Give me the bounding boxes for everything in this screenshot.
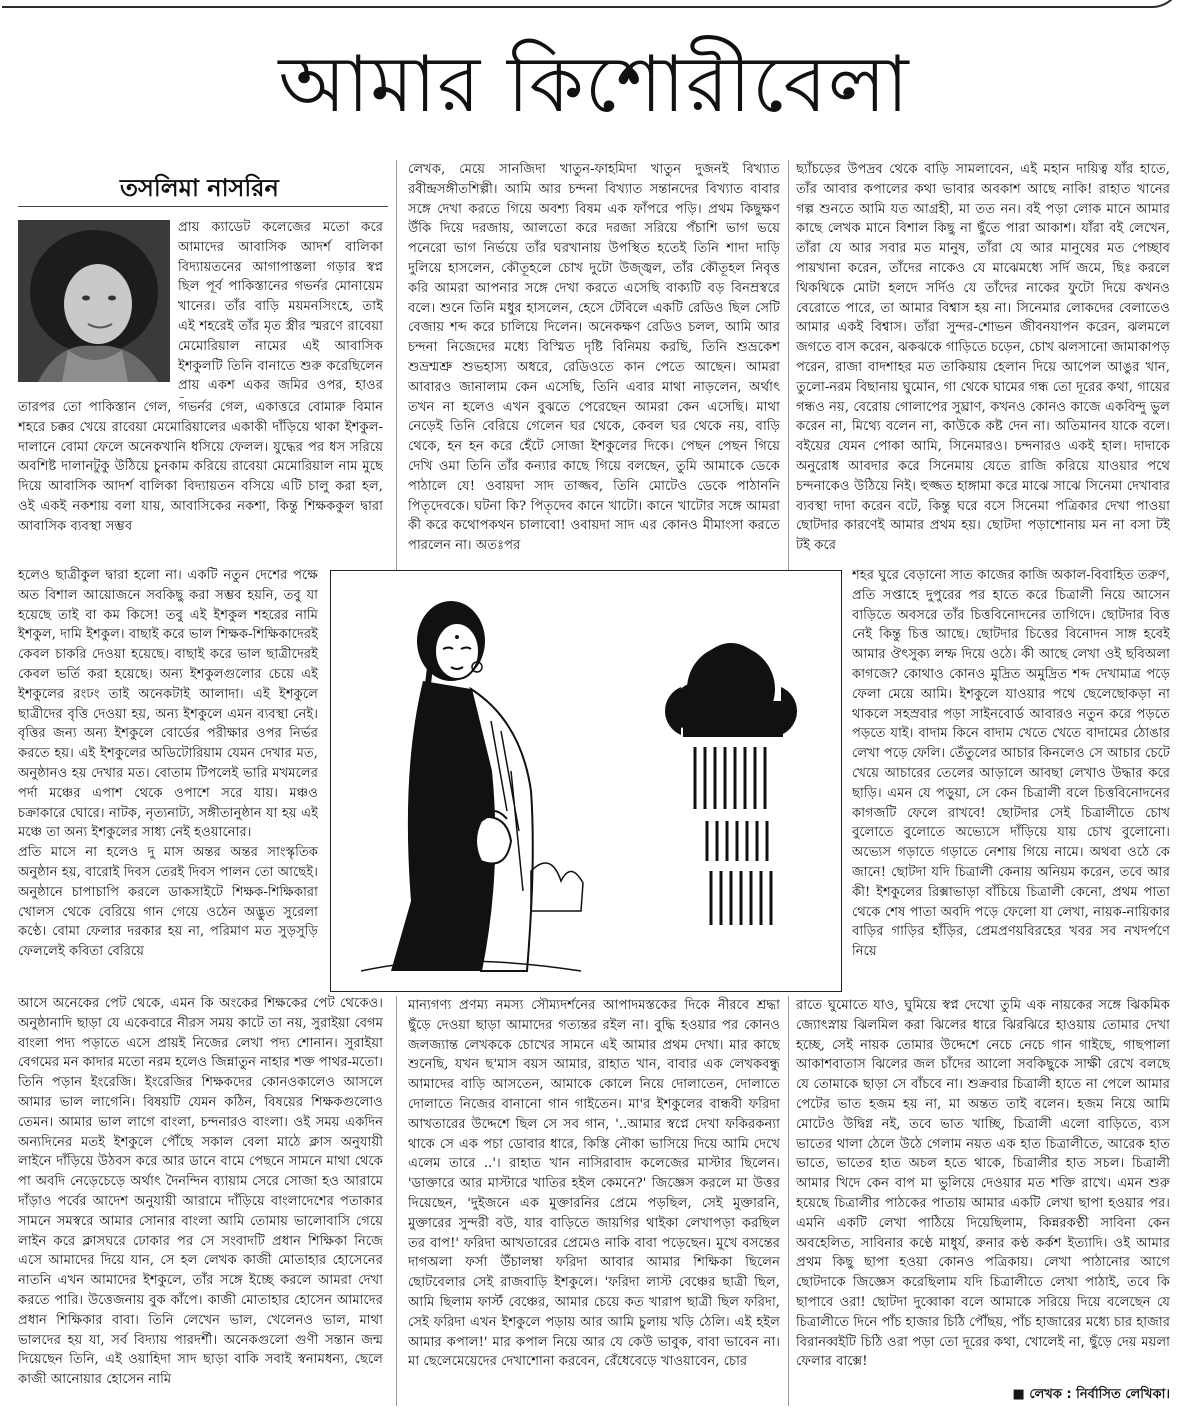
- author-photo: [18, 220, 170, 382]
- column-rule: [788, 996, 789, 1406]
- col1-bottom: [18, 994, 383, 1406]
- author-note: ■ লেখক : নির্বাসিত লেখিকা।: [1012, 1387, 1170, 1402]
- paragraph: মান্যগণ্য প্রণম্য নমস্য সৌম্যদর্শনের আপাদমস্তকের দিকে নীরবে শ্রদ্ধা ছুঁড়ে দেওয়া ছাড়া আমাদের গত্যন্তর রইল না। বুদ্ধি হওয়ার পর কোনও জলজ্যান্ত লেখককে চোখের সামনে এই আমার প্রথম দেখা। মার কাছে শুনেছি, যখন ছ'মাস বয়স আমার, রাহাত খান, বাবার এক লেখকবন্ধু আমাদের বাড়ি আসতেন, আমাকে কোলে নিয়ে দোলাতেন, দোলাতে দোলাতে নিজের বানানো গান গাইতেন। মা'র ইশকুলের বান্ধবী ফরিদা আখতারের উদ্দেশে ছিল সে সব গান, '..আমার স্বপ্নে দেখা ফকিরকন্যা থাকে সে এক পচা ডোবার ধারে, কিস্তি নৌকা ভাসিয়ে দিয়ে আমি দেখে এলেম তারে ..'। রাহাত খান নাসিরাবাদ কলেজের মাস্টার ছিলেন। 'ডাক্তারে আর মাস্টারে খাতির হইল কেমনে?' জিজ্ঞেস করলে মা উত্তর দিয়েছেন, 'দুইজনে এক মুক্তারনির প্রেমে পড়ছিল, সেই মুক্তারনি, মুক্তারের সুন্দরী বউ, যার বাড়িতে জায়গির থাইকা লেখাপড়া করছিল তর বাপ!' ফরিদা আখতারের প্রেমেও নাকি বাবা পড়েছেন। মুখে বসন্তের দাগঅলা ফর্সা উঁচালম্বা ফরিদা আবার আমার শিক্ষিকা ছিলেন ছোটবেলার সেই রাজবাড়ি ইশকুলে। 'ফরিদা লাস্ট বেঞ্চের ছাত্রী ছিল, আমি ছিলাম ফার্স্ট বেঞ্চের, আমার চেয়ে কত খারাপ ছাত্রী ছিল ফরিদা, সেই ফরিদা এখন ইশকুলে পড়ায় আর আমি চুলায় খড়ি ঠেলি। এই হইল আমার কপাল!' মার কপাল নিয়ে আর যে কেউ ভাবুক, বাবা ভাবেন না। মা ছেলেমেয়েদের দেখাশোনা করবেন, রেঁধেবেড়ে খাওয়াবেন, চোর: [408, 998, 780, 1370]
- paragraph: রাতে ঘুমোতে যাও, ঘুমিয়ে স্বপ্ন দেখো তুমি এক নায়কের সঙ্গে ঝিকমিক জ্যোৎস্নায় ঝিলমিল করা ঝিলের ধারে ঝিরঝিরে হাওয়ায় তোমার দেখা হচ্ছে, সেই নায়ক তোমার উদ্দেশে নেচে নেচে গান গাইছে, গাছপালা আকাশবাতাস ঝিলের জল চাঁদের আলো সবকিছুকে সাক্ষী রেখে বলছে যে তোমাকে ছাড়া সে বাঁচবে না। শুক্রবার চিত্রালী হাতে না পেলে আমার পেটের ভাত হজম হয় না, মা অন্তত তাই বলেন। হজম নিয়ে আমি মোটেও উদ্বিগ্ন নই, তবে ভাত খাচ্ছি, চিত্রালী এলো বাড়িতে, ব্যস ভাতের থালা ঠেলে উঠে গেলাম নয়ত এক হাত চিত্রালীতে, আরেক হাত ভাতে, ভাতের হাত অচল হতে থাকে, চিত্রালীর হাত সচল। চিত্রালী আমার খিদে কেন বাপ মা ভুলিয়ে দেওয়ার মত শক্তি রাখে। এমন শুরু হয়েছে চিত্রালীর পাঠকের পাতায় আমার একটি লেখা ছাপা হওয়ার পর। এমনি একটি লেখা পাঠিয়ে দিয়েছিলাম, কিন্নরকণ্ঠী সাবিনা কেন অবহেলিত, সাবিনার কণ্ঠে মাধুর্য, রুনার কণ্ঠ কর্কশ ইত্যাদি। ওই আমার প্রথম কিছু ছাপা হওয়া কোনও পত্রিকায়। লেখা পাঠানোর আগে ছোটদাকে জিজ্ঞেস করেছিলাম যদি চিত্রালীতে লেখা পাঠাই, তবে কি ছাপাবে ওরা! ছোটদা দুব্বোকা বলে আমাকে সরিয়ে দিয়ে বলেছেন যে চিত্রালীতে দিনে পাঁচ হাজার চিঠি পৌঁছয়, পাঁচ হাজারের মধ্যে চার হাজার বিরানব্বইটি চিঠি ওরা পড়া তো দূরের কথা, খোলেই না, ছুঁড়ে দেয় ময়লা ফেলার বাক্সে!: [796, 998, 1170, 1370]
- col2-bottom: [408, 996, 780, 1406]
- col3-narrow: [852, 566, 1170, 996]
- column-rule: [788, 160, 789, 570]
- col2-top: [408, 160, 780, 564]
- page-frame: [2, 0, 1182, 8]
- column-rule: [396, 160, 397, 570]
- paragraph: শহর ঘুরে বেড়ানো সাত কাজের কাজি অকাল-বিবাহিত তরুণ, প্রতি সপ্তাহে দুপুরের পর হাতে করে চিত্রালী নিয়ে আসেন বাড়িতে অবসরে তাঁর চিত্তবিনোদনের তাগিদে। ছোটদার বিত্ত নেই কিন্তু চিত্ত আছে। ছোটদার চিত্তের বিনোদন সাঙ্গ হবেই আমার ঔৎসুক্য লম্ফ দিয়ে ওঠে। কী আছে লেখা ওই ছবিঅলা কাগজে? কোথাও কোনও মুদ্রিত অমুদ্রিত শব্দ দেখামাত্র পড়ে ফেলা মেয়ে আমি। ইশকুলে যাওয়ার পথে ছেলেছোকড়া না থাকলে সহস্রবার পড়া সাইনবোর্ড আবারও নতুন করে পড়তে পড়তে যাই। বাদাম কিনে বাদাম খেতে খেতে বাদামের ঠোঙার লেখা পড়ে ফেলি। তেঁতুলের আচার কিনলেও সে আচার চেটে খেয়ে আচারের তেলের আড়ালে আবছা লেখাও উদ্ধার করে ছাড়ি। এমন যে পড়ুয়া, সে কেন চিত্রালী বলে চিত্তবিনোদনের কাগজটি ফেলে রাখবে! ছোটদার সেই চিত্রালীতে চোখ বুলোতে বুলোতে অভ্যেসে দাঁড়িয়ে যায় চোখ বুলোনো। অভ্যেস গড়াতে গড়াতে নেশায় গিয়ে নামে। অথবা ওঠে কে জানে! ছোটদা যদি চিত্রালী কেনায় অনিয়ম করেন, তবে আর কী! ইশকুলের রিক্সাভাড়া বাঁচিয়ে চিত্রালী কেনো, প্রথম পাতা থেকে শেষ পাতা অবদি পড়ে ফেলো যা লেখা, নায়ক-নায়িকার বাড়ির গাড়ির হাঁড়ির, প্রেমপ্রণয়বিরহের খবর সব নখদর্পণে নিয়ে: [852, 568, 1170, 960]
- illustration: [330, 570, 842, 992]
- headline: আমার কিশোরীবেলা: [278, 40, 910, 130]
- column-rule: [396, 996, 397, 1406]
- paragraph: লেখক, মেয়ে সানজিদা খাতুন-ফাহমিদা খাতুন দুজনই বিখ্যাত রবীন্দ্রসঙ্গীতশিল্পী। আমি আর চন্দনা বিখ্যাত সন্তানদের বিখ্যাত বাবার সঙ্গে দেখা করতে গিয়ে অবশ্য বিষম এক ফাঁপরে পড়ি। প্রথম কিছুক্ষণ উঁকি দিয়ে দরজায়, আলতো করে দরজা সরিয়ে পঁচাশি ভাগ ভয়ে পনেরো ভাগ নির্ভয়ে তাঁর ঘরখানায় উপস্থিত হতেই তিনি শাদা দাড়ি দুলিয়ে হাসলেন, কৌতূহলে চোখ দুটো উজ্জ্বল, তাঁর কৌতূহল নিবৃত্ত করি আমরা আপনার সঙ্গে দেখা করতে এসেছি বাক্যটি বড় বিনম্রস্বরে বলে। শুনে তিনি মধুর হাসলেন, হেসে টেবিলে একটি রেডিও ছিল সেটি বেজায় শব্দ করে চালিয়ে দিলেন। অনেকক্ষণ রেডিও চলল, আমি আর চন্দনা নিজেদের মধ্যে বিস্মিত দৃষ্টি বিনিময় করছি, তিনি শুভ্রকেশ শুভ্রশ্মশ্রু শুভহাস্য অধরে, রেডিওতে কান পেতে আছেন। আমরা আবারও জানালাম কেন এসেছি, তিনি এবার মাথা নাড়লেন, অর্থাৎ তখন না হলেও এখন বুঝতে পেরেছেন আমরা কেন এসেছি। মাথা নেড়েই তিনি বেরিয়ে গেলেন ঘর থেকে, কেবল ঘর থেকে নয়, বাড়ি থেকে, হন হন করে হেঁটে সোজা ইশকুলের দিকে। পেছন পেছন গিয়ে দেখি ওমা তিনি তাঁর কন্যার কাছে গিয়ে বলছেন, তুমি আমাকে ডেকে পাঠালে যে! ওবায়দা সাদ তাজ্জব, তিনি মোটেও ডেকে পাঠাননি পিতৃদেবকে। ঘটনা কি? পিতৃদেব কানে খাটো। কানে খাটোর সঙ্গে আমরা কী করে কথোপকথন চালাবো! ওবায়দা সাদ এর কোনও মীমাংসা করতে পারলেন না। অতঃপর: [408, 162, 780, 554]
- byline: তসলিমা নাসরিন: [120, 174, 279, 202]
- rain-lines: [695, 747, 771, 925]
- paragraph: প্রায় ক্যাডেট কলেজের মতো করে আমাদের আবাসিক আদর্শ বালিকা বিদ্যায়তনের আগাপাস্তলা গড়ার স্বপ্ন ছিল পূর্ব পাকিস্তানের গভর্নর মোনায়েম খানের। তাঁর বাড়ি ময়মনসিংহে, তাই এই শহরেই তাঁর মৃত স্ত্রীর স্মরণে রাবেয়া মেমোরিয়াল নামের এই আবাসিক ইশকুলটি তিনি বানাতে শুরু করেছিলেন প্রায় একশ একর জমির ওপর, হাওর: [178, 220, 383, 394]
- col1-beside-photo: [178, 218, 383, 398]
- paragraph: ছ্যাঁচড়ের উপদ্রব থেকে বাড়ি সামলাবেন, এই মহান দায়িত্ব যাঁর হাতে, তাঁর আবার কপালের কথা ভাবার অবকাশ আছে নাকি! রাহাত খানের গল্প শুনতে আমি যত আগ্রহী, মা তত নন। বই পড়া লোক মানে আমার কাছে লেখক মানে বিশাল কিছু না ছুঁতে পারা আকাশ। যাঁরা বই লেখেন, তাঁরা যে আর সবার মত মানুষ, তাঁরা যে আর মানুষের মত পেচ্ছাব পায়খানা করেন, তাঁদের নাকেও যে মাঝেমধ্যে সর্দি জমে, ছিঃ করলে থিকথিকে মোটা হলদে সর্দিও যে তাঁদের নাকের ফুটো দিয়ে কখনও বেরোতে পারে, তা আমার বিশ্বাস হয় না। সিনেমার লোকদের বেলাতেও আমার একই বিশ্বাস। তাঁরা সুন্দর-শোভন জীবনযাপন করেন, ঝলমলে জগতে বাস করেন, ঝকঝকে গাড়িতে চড়েন, চোখ ঝলসানো জামাকাপড় পরেন, রাজা বাদশাহর মত তাকিয়ায় হেলান দিয়ে আপেল আঙুর খান, তুলো-নরম বিছানায় ঘুমোন, গা থেকে ঘামের গন্ধ তো দূরের কথা, গায়ের গন্ধও নয়, বেরোয় গোলাপের সুঘ্রাণ, কখনও কোনও কাজে একবিন্দু ভুল করেন না, মিথ্যে বলেন না, কাউকে কষ্ট দেন না। অতিমানব যাকে বলে। বইয়ের যেমন পোকা আমি, সিনেমারও। চন্দনারও একই হাল। দাদাকে অনুরোধ আবদার করে সিনেমায় যেতে রাজি করিয়ে যাওয়ার পথে চন্দনাকেও উঠিয়ে নিই। হুজ্জত হাঙ্গামা করে মাঝে সাঝে সিনেমা দেখাবার ব্যবস্থা দাদা করেন বটে, কিন্তু ঘরে বসে সিনেমা পত্রিকার দেখা পাওয়া ছোটদার কারণেই আমার প্রথম হয়। ছোটদা পড়াশোনায় মন না বসা টই টই করে: [796, 162, 1170, 554]
- byline-rule: [18, 206, 388, 207]
- paragraph: তারপর তো পাকিস্তান গেল, গভর্নর গেল, একাত্তরে বোমারু বিমান শহরে চক্কর খেয়ে রাবেয়া মেমোরিয়ালের একাকী দাঁড়িয়ে থাকা ইশকুল-দালানে বোমা ফেলে অনেকখানি ধসিয়ে ফেলল। যুদ্ধের পর ধস সরিয়ে অবশিষ্ট দালানটুকু উঠিয়ে চুনকাম করিয়ে রাবেয়া মেমোরিয়াল নাম মুছে দিয়ে আবাসিক আদর্শ বালিকা বিদ্যায়তন বসিয়ে এটি চালু করা হল, ওই একই নকশায় বলা যায়, আবাসিকের নকশা, কিন্তু শিক্ষককুল দ্বারা আবাসিক ব্যবস্থা সম্ভব: [18, 400, 383, 534]
- illustration-drawing: [331, 571, 841, 991]
- paragraph: হলেও ছাত্রীকুল দ্বারা হলো না। একটি নতুন দেশের পক্ষে অত বিশাল আয়োজনে সবকিছু করা সম্ভব হয়নি, তবু যা হয়েছে তাই বা কম কিসে! তবু এই ইশকুল শহরের নামি ইশকুল, দামি ইশকুল। বাছাই করে ভাল শিক্ষক-শিক্ষিকাদেরই কেবল চাকরি দেওয়া হয়েছে। বাছাই করে ভাল ছাত্রীদেরই কেবল ভর্তি করা হয়েছে। অন্য ইশকুলগুলোর চেয়ে এই ইশকুলের রংঢং তাই অনেকটাই আলাদা। এই ইশকুলে ছাত্রীদের বৃত্তি দেওয়া হয়, অন্য ইশকুলে এমন ব্যবস্থা নেই। বৃত্তির জন্য অন্য ইশকুলে বোর্ডের পরীক্ষার ওপর নির্ভর করতে হয়। এই ইশকুলের অডিটোরিয়াম যেমন দেখার মত, অনুষ্ঠানও হয় দেখার মত। বোতাম টিপলেই ভারি মখমলের পর্দা মঞ্চের এপাশ থেকে ওপাশে সরে যায়। মঞ্চও চক্রাকারে ঘোরে। নাটক, নৃত্যনাট্য, সঙ্গীতানুষ্ঠান যা হয় এই মঞ্চে তা অন্য ইশকুলের সাধ্য নেই হওয়ানোর।: [18, 568, 318, 841]
- col1-full-a: [18, 398, 383, 566]
- cloud-rain-symbol: [665, 643, 797, 737]
- col1-narrow: [18, 566, 318, 994]
- woman-figure: [361, 601, 583, 971]
- paragraph: প্রতি মাসে না হলেও দু মাস অন্তর অন্তর সাংস্কৃতিক অনুষ্ঠান হয়, বারোই দিবস তেরই দিবস পালন তো আছেই। অনুষ্ঠানে চাপাচাপি করলে ডাকসাইটে শিক্ষক-শিক্ষিকারা খোলস থেকে বেরিয়ে গান গেয়ে ওঠেন অদ্ভুত সুরেলা কণ্ঠে। বোমা ফেলার দরকার হয় না, পরিমাণ মত সুড়সুড়ি ফেললেই কবিতা বেরিয়ে: [18, 845, 318, 960]
- col3-top: [796, 160, 1170, 564]
- col3-bottom: [796, 996, 1170, 1384]
- paragraph: আসে অনেকের পেট থেকে, এমন কি অংকের শিক্ষকের পেট থেকেও। অনুষ্ঠানাদি ছাড়া যে একেবারে নীরস সময় কাটে তা নয়, সুরাইয়া বেগম বাংলা পদ্য পড়াতে এসে প্রায়ই নিজের লেখা পদ্য শোনান। সুরাইয়া বেগমের মন কাদার মতো নরম হলেও জিন্নাতুন নাহার শক্ত পাথর-মতো। তিনি পড়ান ইংরেজি। ইংরেজির শিক্ষকদের কোনওকালেও আসলে আমার ভাল লাগেনি। বিষয়টি যেমন কঠিন, বিষয়ের শিক্ষকগুলোও তেমন। আমার ভাল লাগে বাংলা, চন্দনারও বাংলা। ওই সময় একদিন অন্যদিনের মতই ইশকুলে পৌঁছে সকাল বেলা মাঠে ক্লাস অনুযায়ী লাইনে দাঁড়িয়ে উঠবস করে আর ডানে বামে পেছনে সামনে মাথা থেকে পা অবদি নেড়েচেড়ে অর্থাৎ দৈনন্দিন ব্যায়াম সেরে সোজা হও আরামে দাঁড়াও পর্বের আদেশ অনুযায়ী আরামে দাঁড়িয়ে বাংলাদেশের পতাকার সামনে সমস্বরে আমার সোনার বাংলা আমি তোমায় ভালোবাসি গেয়ে লাইন করে ক্লাসঘরে ঢোকার পর সে সংবাদটি প্রধান শিক্ষিকা নিজে এসে আমাদের দিয়ে যান, সে হল লেখক কাজী মোতাহার হোসেনের নাতনি এখন আমাদের ইশকুলে, তাঁর সঙ্গে ইচ্ছে করলে আমরা দেখা করতে পারি। উত্তেজনায় বুক কাঁপে। কাজী মোতাহার হোসেন আমাদের প্রধান শিক্ষিকার বাবা। তিনি লেখেন ভাল, খেলেনও ভাল, মাথা ভালদের হয় যা, সর্ব বিদ্যায় পারদর্শী। অনেকগুলো গুণী সন্তান জন্ম দিয়েছেন তিনি, এই ওয়াহিদা সাদ ছাড়া বাকি সবাই স্বনামধন্য, ছেলে কাজী আনোয়ার হোসেন নামি: [18, 996, 383, 1388]
